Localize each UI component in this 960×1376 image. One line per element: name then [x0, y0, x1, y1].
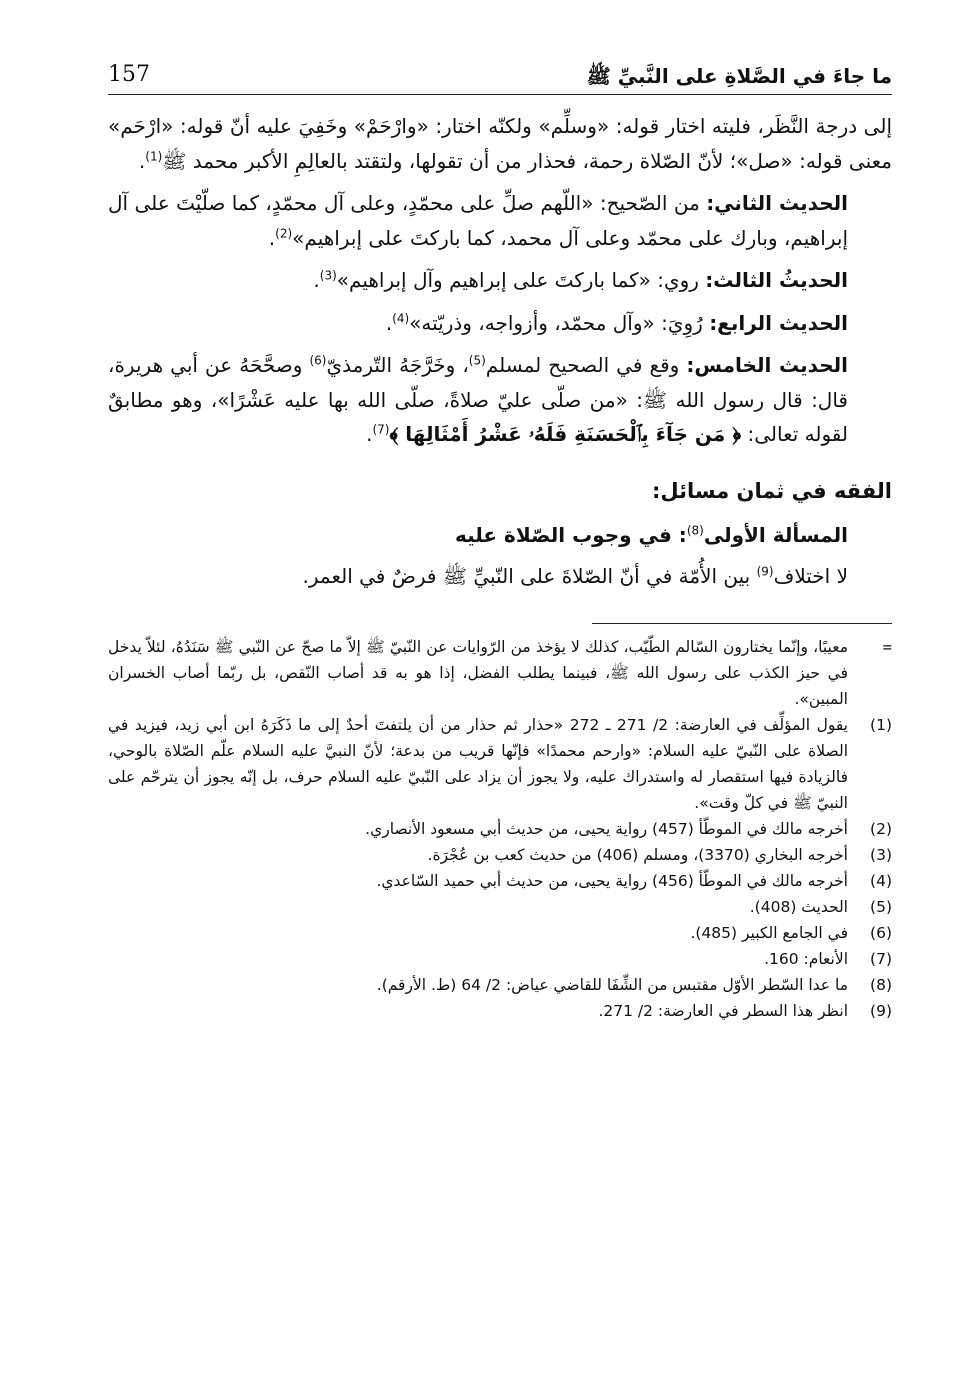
hadith-heading: الحديث الرابع:	[709, 310, 848, 335]
footnote-number: (3)	[870, 846, 892, 864]
hadith-four: الحديث الرابع: رُوِيَ: «وآل محمّد، وأزواجه، وذريّته»$^{(4)}$.	[385, 310, 848, 335]
footnote-item	[108, 920, 892, 946]
page-header	[108, 60, 892, 95]
footnote-ref: (5)	[468, 353, 486, 368]
footnote-item	[108, 868, 892, 894]
hadith-heading: الحديثُ الثالث:	[705, 268, 848, 292]
hadith-text: رُوِيَ: «وآل محمّد، وأزواجه، وذريّته»	[409, 310, 710, 335]
footnotes	[108, 634, 892, 1024]
hadith-text: وقع في الصحيح لمسلم	[485, 353, 687, 377]
footnote-continuation	[108, 634, 892, 712]
hadith-text: وصحَّحَهُ عن أبي هريرة، قال: قال رسول الله ﷺ: «من صلّى عليّ صلاةً، صلّى الله بها عليه عَشْرًا»، وهو مطابقٌ لقوله تعالى:	[108, 353, 848, 446]
footnote-item	[108, 816, 892, 842]
quran-verse: ﴿ مَن جَآءَ بِٱلْحَسَنَةِ فَلَهُۥ عَشْرُ أَمْثَالِهَا ﴾	[389, 422, 742, 446]
footnote-number: (1)	[870, 716, 892, 734]
issue-heading	[108, 518, 892, 553]
paragraph	[108, 559, 892, 594]
issue-label: المسألة الأولى	[703, 523, 848, 547]
footnote-ref: (2)	[275, 225, 293, 240]
main-text	[108, 109, 892, 593]
book-page	[108, 60, 892, 1024]
footnote-ref: (3)	[319, 268, 337, 283]
footnote-text: ما عدا السّطر الأوّل مقتبس من الشِّفَا للقاضي عياض: 2/ 64 (ط. الأرقم).	[376, 976, 848, 994]
footnote-ref: (7)	[372, 422, 390, 437]
footnote-text: الأنعام: 160.	[764, 950, 848, 968]
hadith-heading: الحديث الخامس:	[686, 353, 849, 377]
footnote-item	[108, 894, 892, 920]
footnote-number: (7)	[870, 950, 892, 968]
footnote-ref: (8)	[686, 523, 704, 538]
footnote-separator	[592, 623, 892, 624]
footnote-list	[108, 712, 892, 1024]
paragraph-text: إلى درجة النَّظَر، فليته اختار قوله: «وسلِّم» ولكنّه اختار: «وارْحَمْ» وخَفِيَ عليه أنّ قوله: «ارْحَم» معنى قوله: «صل»؛ لأنّ الصّلاة رحمة، فحذار من أن تقولها، ولتقتد بالعالِمِ الأكبر محمد ﷺ	[108, 114, 892, 173]
footnote-number: (9)	[870, 1002, 892, 1020]
footnote-text: أخرجه مالك في الموطّأ (456) رواية يحيى، من حديث أبي حميد السّاعدي.	[376, 872, 848, 890]
footnote-ref: (9)	[756, 563, 774, 578]
issue-title: : في وجوب الصّلاة عليه	[454, 523, 687, 547]
section-heading: الفقه في ثمان مسائل:	[651, 478, 892, 503]
footnote-item	[108, 842, 892, 868]
paragraph-text: بين الأُمّة في أنّ الصّلاةَ على النّبيِّ ﷺ فرضٌ في العمر.	[302, 563, 757, 588]
running-title: ما جاءَ في الصَّلاةِ على النَّبيِّ ﷺ	[586, 64, 892, 88]
paragraph-text: لا اختلاف	[773, 563, 848, 588]
hadith-five: الحديث الخامس: وقع في الصحيح لمسلم$^{(5)}$، وخَرَّجَهُ التّرمذيّ$^{(6)}$ وصحَّحَهُ عن أبي هريرة، قال: قال رسول الله ﷺ: «من صلّى عليّ صلاةً، صلّى الله بها عليه عَشْرًا»، وهو مطابقٌ لقوله تعالى: ﴿ مَن جَآءَ بِٱلْحَسَنَةِ فَلَهُۥ عَشْرُ أَمْثَالِهَا ﴾$^{(7)}$.	[108, 353, 849, 446]
hadith-two: الحديث الثاني: من الصّحيح: «اللّهم صلِّ على محمّدٍ، وعلى آل محمّدٍ، كما صلّيْتَ على آل إبراهيم، وبارك على محمّد وعلى آل محمد، كما باركتَ على إبراهيم»$^{(2)}$.	[108, 191, 848, 250]
footnote-text: أخرجه البخاري (3370)، ومسلم (406) من حديث كعب بن عُجْرَة.	[427, 846, 848, 864]
hadith-text: ، وخَرَّجَهُ التّرمذيّ	[326, 353, 469, 377]
page-number: 157	[108, 62, 150, 87]
footnote-number: (8)	[870, 976, 892, 994]
hadith-text: من الصّحيح: «اللّهم صلِّ على محمّدٍ، وعلى آل محمّدٍ، كما صلّيْتَ على آل إبراهيم، وبارك على محمّد وعلى آل محمد، كما باركتَ على إبراهيم»	[108, 191, 848, 250]
footnote-item	[108, 998, 892, 1024]
footnote-number: (4)	[870, 872, 892, 890]
footnote-text: في الجامع الكبير (485).	[690, 924, 848, 942]
footnote-ref: (4)	[392, 310, 410, 325]
footnote-ref: (1)	[145, 148, 163, 163]
footnote-text: الحديث (408).	[749, 898, 848, 916]
footnote-number: (6)	[870, 924, 892, 942]
footnote-item	[108, 946, 892, 972]
continuation-mark: =	[882, 638, 892, 656]
footnote-text: معيبًا، وإنّما يختارون السّالم الطّيّب، كذلك لا يؤخذ من الرّوايات عن النّبيّ ﷺ إلاّ ما صحّ عن النّبي ﷺ سَنَدُهُ، لئلاّ يدخل في حيز الكذب على رسول الله ﷺ، فبينما يطلب الفضل، إذا هو به قد أصاب النّقص، بل ربّما أصاب الخسران المبين».	[108, 638, 848, 708]
footnote-text: أخرجه مالك في الموطّأ (457) رواية يحيى، من حديث أبي مسعود الأنصاري.	[365, 820, 848, 838]
hadith-text: روي: «كما باركتَ على إبراهيم وآل إبراهيم»	[336, 268, 706, 292]
hadith-three: الحديثُ الثالث: روي: «كما باركتَ على إبراهيم وآل إبراهيم»$^{(3)}$.	[313, 268, 848, 292]
footnote-item	[108, 972, 892, 998]
footnote-ref: (6)	[309, 353, 327, 368]
paragraph: إلى درجة النَّظَر، فليته اختار قوله: «وسلِّم» ولكنّه اختار: «وارْحَمْ» وخَفِيَ عليه أنّ قوله: «ارْحَم» معنى قوله: «صل»؛ لأنّ الصّلاة رحمة، فحذار من أن تقولها، ولتقتد بالعالِمِ الأكبر محمد ﷺ$^{(1)}$.	[108, 114, 892, 173]
footnote-number: (5)	[870, 898, 892, 916]
footnote-item	[108, 712, 892, 816]
footnote-text: يقول المؤلِّف في العارضة: 2/ 271 ـ 272 «حذار ثم حذار من أن يلتفتَ أحدٌ إلى ما ذَكَرَهُ ابن أبي زيد، فيزيد في الصلاة على النّبيّ عليه السلام: «وارحم محمدًا» فإنّها قريب من بدعة؛ لأنّ النبيَّ عليه السلام علّم الصّلاة بالوحي، فالزيادة فيها استقصار له واستدراك عليه، ولا يجوز أن يزاد على النّبيّ عليه السلام حرف، بل إنّه يجوز أن يترحّم على النبيّ ﷺ في كلّ وقت».	[108, 716, 848, 812]
hadith-heading: الحديث الثاني:	[706, 191, 848, 215]
footnote-number: (2)	[870, 820, 892, 838]
footnote-text: انظر هذا السطر في العارضة: 2/ 271.	[598, 1002, 848, 1020]
